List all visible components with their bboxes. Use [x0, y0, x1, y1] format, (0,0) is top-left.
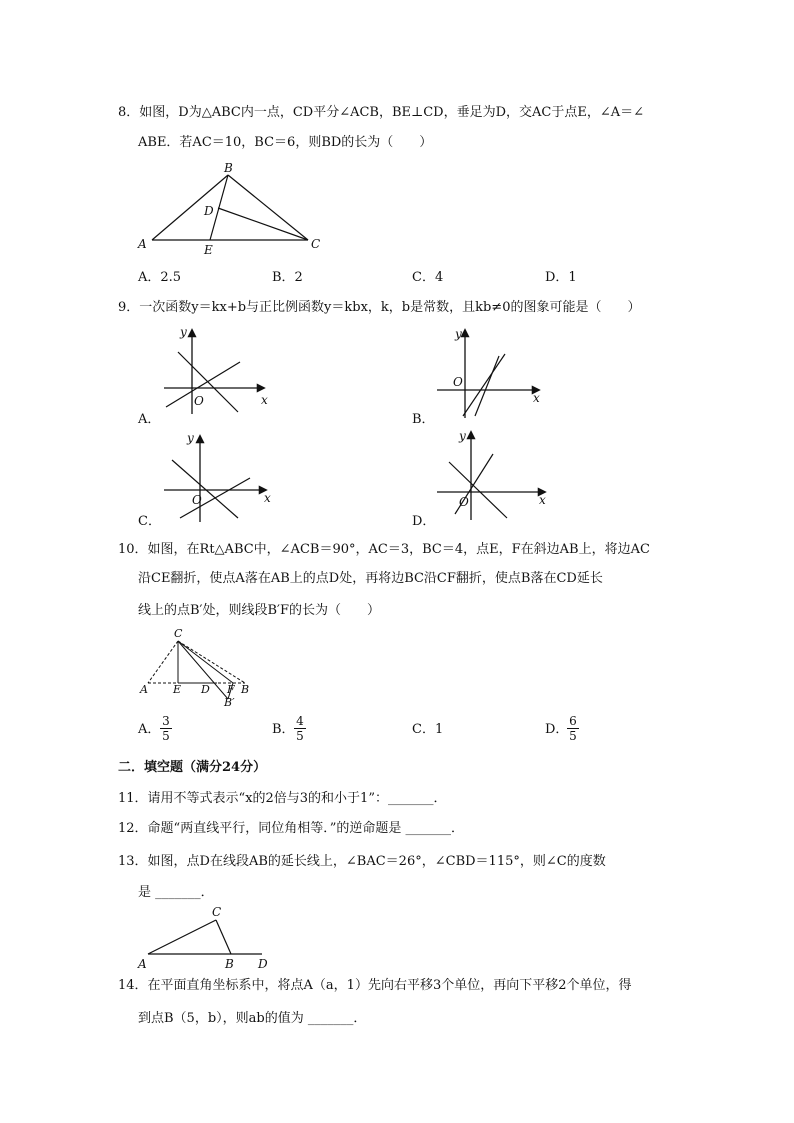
q9b-label-x: x	[533, 391, 540, 405]
q9-option-d: D．	[412, 514, 436, 529]
q8-option-d: D．1	[545, 270, 577, 285]
q8-label-b: B	[224, 161, 233, 175]
q10-segment-ca	[148, 641, 178, 683]
q9-option-b: B．	[412, 412, 435, 427]
q9-graph-b	[435, 324, 550, 419]
q13-segment-cb	[216, 920, 231, 954]
q10-label-a: A	[140, 683, 148, 696]
q10-label-d: D	[201, 683, 210, 696]
q8-label-e: E	[204, 243, 213, 257]
q9a-line-2	[178, 352, 238, 412]
q9b-label-o: O	[453, 375, 463, 389]
q8-triangle-figure	[130, 160, 330, 260]
q9c-label-x: x	[264, 491, 271, 505]
q10-label-e: E	[173, 683, 182, 696]
q8-label-c: C	[311, 237, 321, 251]
q10-option-a-numerator: 3	[162, 714, 170, 728]
q9c-line-1	[172, 460, 238, 518]
q13-label-d: D	[258, 957, 268, 971]
q10-option-d-label: D．	[545, 722, 569, 737]
q8-option-b: B．2	[272, 270, 303, 285]
q9c-line-2	[180, 478, 250, 518]
q9a-label-y: y	[180, 325, 187, 339]
q10-option-d-fraction	[567, 714, 579, 743]
q8-segment-cd	[218, 208, 308, 240]
q10-option-a-denominator: 5	[162, 729, 170, 743]
q13-segment-ac	[148, 920, 216, 954]
q9b-line-2	[475, 356, 499, 416]
q10-fold-figure	[135, 625, 260, 710]
q10-option-a-fraction	[160, 714, 172, 743]
q10-option-b-denominator: 5	[296, 729, 304, 743]
q10-text-line2: 沿CE翻折，使点A落在AB上的点D处，再将边BC沿CF翻折，使点B落在CD延长	[138, 571, 603, 586]
q10-option-b-label: B．	[272, 722, 295, 737]
q9c-label-y: y	[187, 431, 194, 445]
q9d-label-y: y	[459, 429, 466, 443]
q9a-label-o: O	[194, 394, 204, 408]
q8-label-a: A	[138, 237, 147, 251]
q9c-label-o: O	[192, 493, 202, 507]
q10-label-c: C	[174, 627, 183, 640]
q9b-line-1	[463, 354, 505, 416]
q9b-label-y: y	[455, 327, 462, 341]
q10-segment-cf	[178, 641, 233, 683]
q14-text-line2: 到点B（5，b），则ab的值为 _______．	[138, 1011, 367, 1026]
q10-option-c: C．1	[412, 722, 444, 737]
q9d-label-o: O	[459, 495, 469, 509]
q10-option-a-label: A．	[138, 722, 161, 737]
q9-option-c: C．	[138, 514, 161, 529]
q13-label-a: A	[138, 957, 147, 971]
q13-label-c: C	[212, 905, 222, 919]
q8-option-c: C．4	[412, 270, 444, 285]
q8-text-line1: 8．如图，D为△ABC内一点，CD平分∠ACB，BE⊥CD，垂足为D，交AC于点E，∠A＝∠	[118, 105, 645, 120]
q10-label-f: F	[227, 683, 235, 696]
q12-text: 12．命题“两直线平行，同位角相等．”的逆命题是 _______．	[118, 821, 464, 836]
q9-option-a: A．	[138, 412, 161, 427]
q8-side-ab	[152, 175, 228, 240]
q8-label-d: D	[204, 204, 214, 218]
q10-text-line3: 线上的点B′处，则线段B′F的长为（ ）	[138, 603, 381, 618]
q9-text-line1: 9．一次函数y＝kx+b与正比例函数y＝kbx，k，b是常数，且kb≠0的图象可能是（ ）	[118, 300, 641, 315]
q9-graph-d	[435, 426, 550, 521]
q13-figure	[132, 902, 282, 974]
q13-text-line1: 13．如图，点D在线段AB的延长线上，∠BAC＝26°，∠CBD＝115°，则∠C的度数	[118, 854, 606, 869]
q10-text-line1: 10．如图，在Rt△ABC中，∠ACB＝90°，AC＝3，BC＝4，点E，F在斜边AB上，将边AC	[118, 542, 650, 557]
q10-option-b-numerator: 4	[296, 714, 304, 728]
q10-option-d-denominator: 5	[569, 729, 577, 743]
q10-option-b-fraction	[294, 714, 306, 743]
q9-graph-c	[160, 428, 275, 523]
q14-text-line1: 14．在平面直角坐标系中，将点A（a，1）先向右平移3个单位，再向下平移2个单位，得	[118, 978, 632, 993]
q9d-label-x: x	[539, 493, 546, 507]
q8-side-bc	[228, 175, 308, 240]
q10-segment-cb	[178, 641, 245, 683]
q13-label-b: B	[225, 957, 234, 971]
q10-label-bprime: B′	[224, 696, 235, 709]
q8-text-line2: ABE．若AC＝10，BC＝6，则BD的长为（ ）	[138, 135, 433, 150]
q11-text: 11．请用不等式表示“x的2倍与3的和小于1”：_______．	[118, 791, 447, 806]
q9a-label-x: x	[261, 393, 268, 407]
section-2-heading: 二．填空题（满分24分）	[118, 760, 267, 775]
q13-text-line2: 是 _______．	[138, 885, 214, 900]
q8-option-a: A．2.5	[138, 270, 182, 285]
q10-label-b: B	[241, 683, 250, 696]
q9-graph-a	[160, 322, 275, 417]
q10-option-d-numerator: 6	[569, 714, 577, 728]
